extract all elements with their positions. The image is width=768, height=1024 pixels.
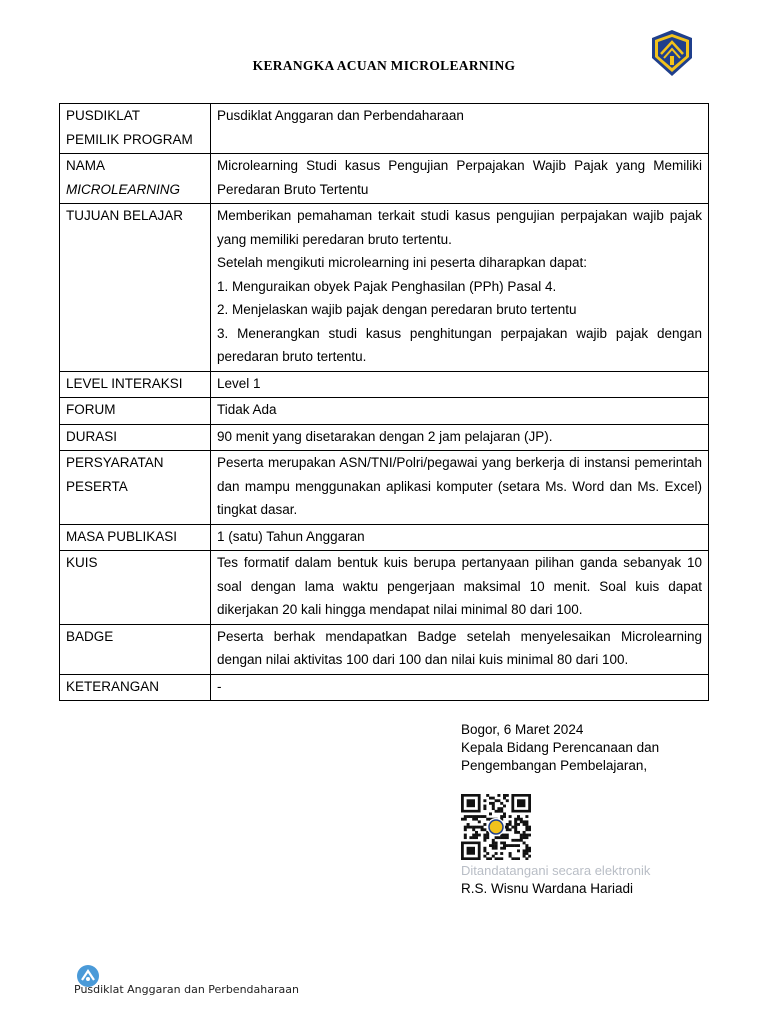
table-row (60, 371, 709, 398)
row-label (60, 104, 211, 154)
position-line-2: Pengembangan Pembelajaran, (461, 758, 648, 773)
kak-table (59, 103, 709, 701)
row-label (60, 371, 211, 398)
row-value (211, 624, 709, 674)
signer-name: R.S. Wisnu Wardana Hariadi (461, 881, 634, 896)
row-label (60, 398, 211, 425)
row-label (60, 424, 211, 451)
table-row (60, 624, 709, 674)
row-value (211, 204, 709, 372)
label-line: DURASI (66, 428, 118, 444)
value-line: 1 (satu) Tahun Anggaran (217, 528, 365, 544)
row-value (211, 674, 709, 701)
label-line: PESERTA (66, 478, 128, 494)
value-line: Microlearning Studi kasus Pengujian Perpajakan Wajib Pajak yang Memiliki Peredaran Bruto Tertentu (217, 158, 702, 197)
label-line: FORUM (66, 402, 116, 417)
row-label (60, 624, 211, 674)
value-line: Peserta merupakan ASN/TNI/Polri/pegawai yang berkerja di instansi pemerintah dan mampu menggunakan aplikasi komputer (setara Ms. Word dan Ms. Excel) tingkat dasar. (217, 455, 702, 517)
qr-code-icon (461, 794, 531, 860)
label-line: MICROLEARNING (66, 181, 181, 197)
signature-block (461, 721, 659, 775)
table-row (60, 451, 709, 525)
table-row (60, 424, 709, 451)
table-row (60, 524, 709, 551)
value-line: 1. Menguraikan obyek Pajak Penghasilan (PPh) Pasal 4. (217, 278, 557, 294)
label-line: PEMILIK PROGRAM (66, 131, 193, 147)
label-line: BADGE (66, 628, 114, 644)
row-label (60, 204, 211, 372)
row-value (211, 104, 709, 154)
value-line: Tes formatif dalam bentuk kuis berupa pertanyaan pilihan ganda sebanyak 10 soal dengan lama waktu pengerjaan maksimal 10 menit. Soal kuis dapat dikerjakan 20 kali hingga mendapat nilai minimal 80 dari 100. (217, 555, 702, 617)
row-label (60, 551, 211, 625)
value-line: Memberikan pemahaman terkait studi kasus pengujian perpajakan wajib pajak yang memiliki peredaran bruto tertentu. (217, 208, 702, 247)
label-line: PUSDIKLAT (66, 108, 141, 123)
label-line: KETERANGAN (66, 678, 160, 694)
row-value (211, 371, 709, 398)
row-value (211, 451, 709, 525)
row-value (211, 398, 709, 425)
label-line: NAMA (66, 158, 106, 173)
value-line: Level 1 (217, 375, 261, 391)
row-label (60, 674, 211, 701)
value-line: Tidak Ada (217, 402, 277, 417)
place-date: Bogor, 6 Maret 2024 (461, 722, 584, 737)
kemenkeu-emblem-icon (647, 28, 697, 78)
row-value (211, 524, 709, 551)
position-line-1: Kepala Bidang Perencanaan dan (461, 740, 660, 755)
table-row (60, 674, 709, 701)
row-value (211, 424, 709, 451)
value-line: Pusdiklat Anggaran dan Perbendaharaan (217, 108, 464, 123)
label-line: MASA PUBLIKASI (66, 528, 178, 544)
value-line: Setelah mengikuti microlearning ini peserta diharapkan dapat: (217, 255, 587, 270)
table-row (60, 204, 709, 372)
table-row (60, 398, 709, 425)
value-line: 2. Menjelaskan wajib pajak dengan peredaran bruto tertentu (217, 302, 577, 317)
row-value (211, 551, 709, 625)
footer (74, 964, 374, 1004)
value-line: - (217, 678, 222, 694)
row-label (60, 524, 211, 551)
table-row (60, 551, 709, 625)
row-value (211, 154, 709, 204)
label-line: PERSYARATAN (66, 455, 164, 470)
label-line: LEVEL INTERAKSI (66, 375, 183, 391)
table-row (60, 154, 709, 204)
label-line: TUJUAN BELAJAR (66, 208, 184, 223)
value-line: Peserta berhak mendapatkan Badge setelah menyelesaikan Microlearning dengan nilai aktivitas 100 dari 100 dan nilai kuis minimal 80 dari 100. (217, 628, 702, 667)
footer-text: Pusdiklat Anggaran dan Perbendaharaan (74, 983, 299, 996)
value-line: 3. Menerangkan studi kasus penghitungan perpajakan wajib pajak dengan peredaran bruto tertentu. (217, 325, 702, 364)
document-title: KERANGKA ACUAN MICROLEARNING (252, 58, 516, 73)
row-label (60, 451, 211, 525)
esign-note: Ditandatangani secara elektronik (461, 863, 651, 878)
value-line: 90 menit yang disetarakan dengan 2 jam pelajaran (JP). (217, 428, 553, 444)
label-line: KUIS (66, 555, 98, 570)
table-row (60, 104, 709, 154)
row-label (60, 154, 211, 204)
